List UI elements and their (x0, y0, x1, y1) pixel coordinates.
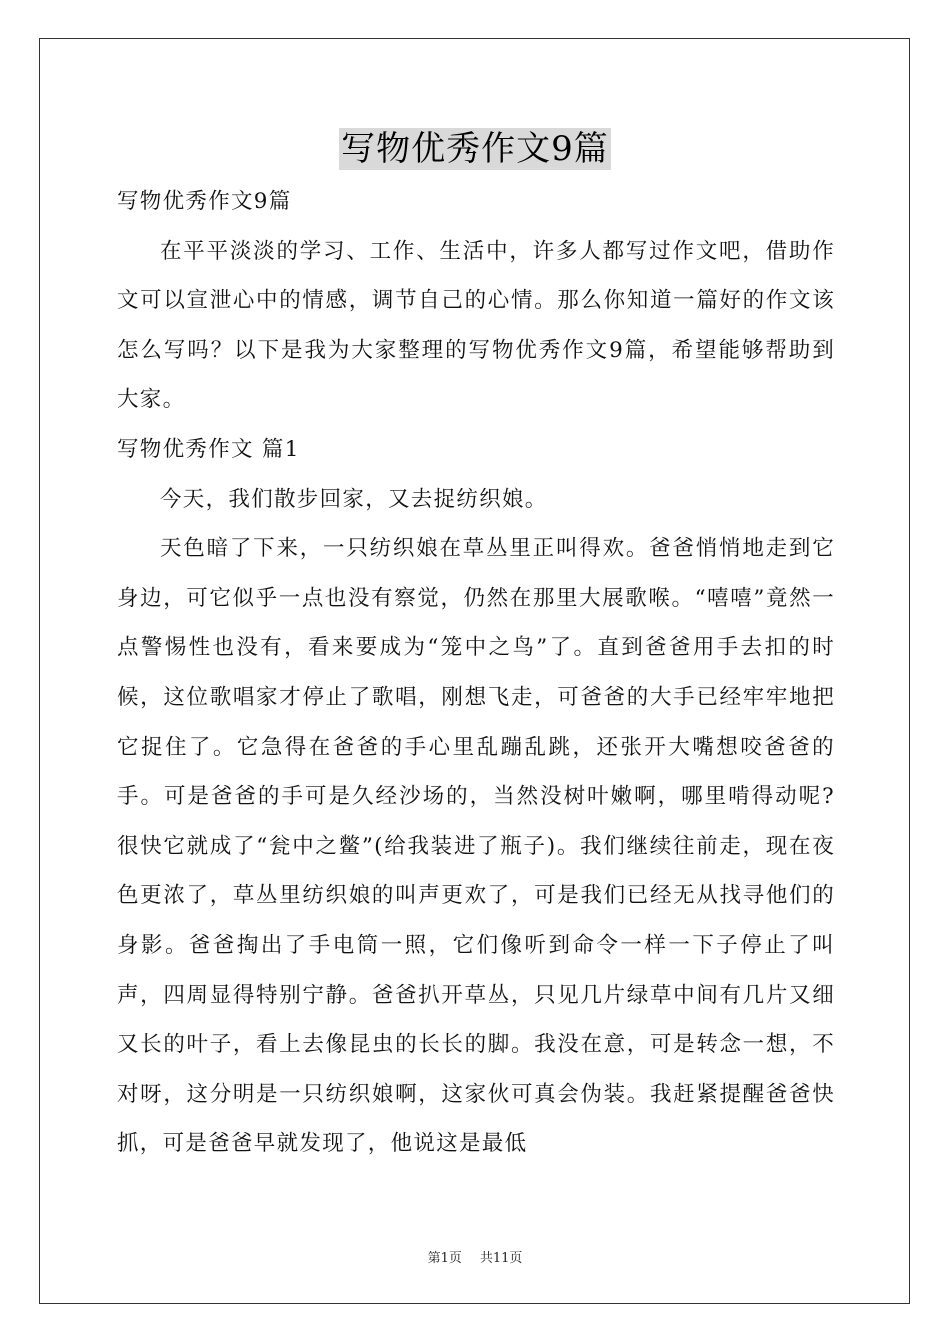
page-number: 第1页 (427, 1251, 462, 1266)
page-footer (0, 1247, 950, 1266)
page-total: 共11页 (479, 1251, 523, 1266)
section-heading: 写物优秀作文 篇1 (117, 436, 300, 462)
intro-paragraph: 在平平淡淡的学习、工作、生活中，许多人都写过作文吧，借助作文可以宣泄心中的情感，调节自己的心情。那么你知道一篇好的作文该怎么写吗？以下是我为大家整理的写物优秀作文9篇，希望能够帮助到大家。 (117, 238, 835, 413)
body-paragraph: 今天，我们散步回家，又去捉纺织娘。 (160, 486, 548, 512)
document-subtitle: 写物优秀作文9篇 (117, 189, 292, 214)
body-paragraph: 天色暗了下来，一只纺织娘在草丛里正叫得欢。爸爸悄悄地走到它身边，可它似乎一点也没有察觉，仍然在那里大展歌喉。“嘻嘻”竟然一点警惕性也没有，看来要成为“笼中之鸟”了。直到爸爸用手去扣的时候，这位歌唱家才停止了歌唱，刚想飞走，可爸爸的大手已经牢牢地把它捉住了。它急得在爸爸的手心里乱蹦乱跳，还张开大嘴想咬爸爸的手。可是爸爸的手可是久经沙场的，当然没树叶嫩啊，哪里啃得动呢?很快它就成了“瓮中之鳖”(给我装进了瓶子)。我们继续往前走，现在夜色更浓了，草丛里纺织娘的叫声更欢了，可是我们已经无从找寻他们的身影。爸爸掏出了手电筒一照，它们像听到命令一样一下子停止了叫声，四周显得特别宁静。爸爸扒开草丛，只见几片绿草中间有几片又细又长的叶子，看上去像昆虫的长长的脚。我没在意，可是转念一想，不对呀，这分明是一只纺织娘啊，这家伙可真会伪装。我赶紧提醒爸爸快抓，可是爸爸早就发现了，他说这是最低 (117, 536, 835, 1157)
document-title: 写物优秀作文9篇 (341, 129, 609, 169)
document-body (117, 177, 835, 1169)
title-container (0, 128, 950, 170)
